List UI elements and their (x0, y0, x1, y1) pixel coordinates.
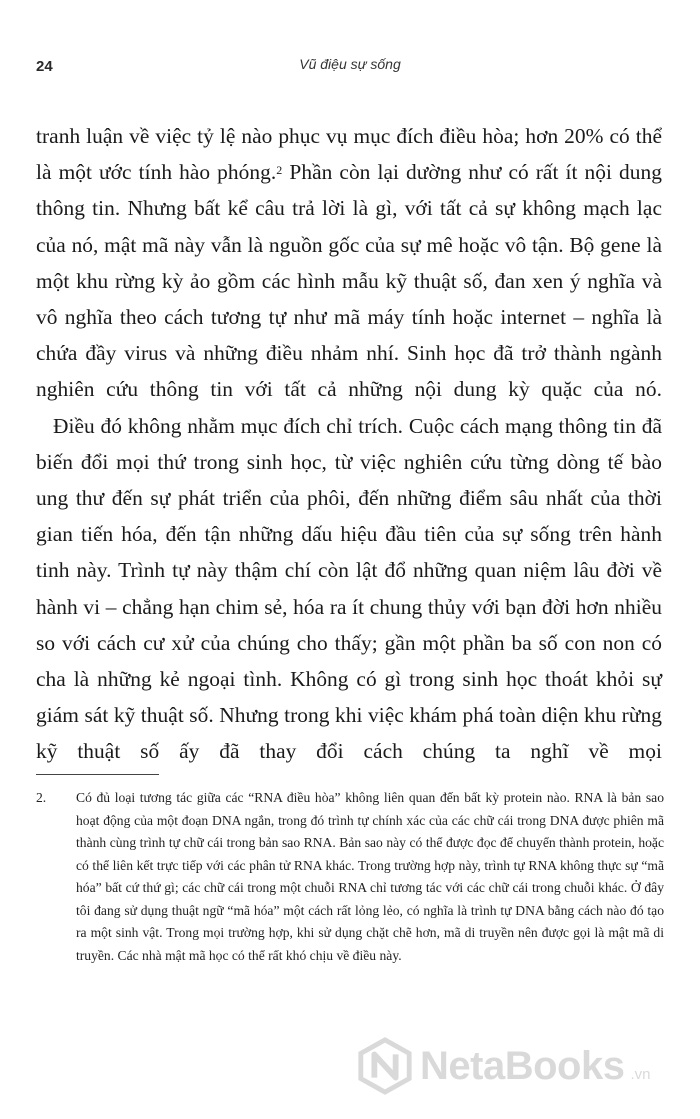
footnote (36, 787, 664, 967)
paragraph-1-text: tranh luận về việc tỷ lệ nào phục vụ mục đích điều hòa; hơn 20% có thể là một ước tính hào phóng. (36, 124, 662, 185)
footnote-number: 2. (36, 790, 47, 805)
watermark-suffix: .vn (630, 1066, 651, 1083)
paragraph-2: Điều đó không nhằm mục đích chỉ trích. Cuộc cách mạng thông tin đã biến đổi mọi thứ trong sinh học, từ việc nghiên cứu từng dòng tế bào ung thư đến sự phát triển của phôi, đến những điểm sâu nhất của thời gian tiến hóa, đến tận những dấu hiệu đầu tiên của sự sống trên hành tinh này. Trình tự này thậm chí còn lật đổ những quan niệm lâu đời về hành vi – chẳng hạn chim sẻ, hóa ra ít chung thủy với bạn đời hơn nhiều so với cách cư xử của chúng cho thấy; gần một phần ba số con non có cha là những kẻ ngoại tình. Không có gì trong sinh học thoát khỏi sự giám sát kỹ thuật số. Nhưng trong khi việc khám phá toàn diện khu rừng kỹ thuật số ấy đã thay đổi cách chúng ta nghĩ về mọi (36, 413, 662, 764)
paragraph-1-text-cont: Phần còn lại dường như có rất ít nội dung thông tin. Nhưng bất kể câu trả lời là gì, với tất cả sự không mạch lạc của nó, mật mã này vẫn là nguồn gốc của sự mê hoặc vô tận. Bộ gene là một khu rừng kỳ ảo gồm các hình mẫu kỹ thuật số, đan xen ý nghĩa và vô nghĩa theo cách tương tự như mã máy tính hoặc internet – nghĩa là chứa đầy virus và những điều nhảm nhí. Sinh học đã trở thành ngành nghiên cứu thông tin với tất cả những nội dung kỳ quặc của nó. (36, 160, 662, 402)
footnote-rule (36, 774, 159, 775)
running-header: Vũ điệu sự sống (299, 56, 401, 72)
watermark-text: NetaBooks (420, 1043, 625, 1088)
page-number: 24 (36, 58, 53, 75)
watermark (356, 1037, 650, 1095)
footnote-text: Có đủ loại tương tác giữa các “RNA điều hòa” không liên quan đến bất kỳ protein nào. RNA là bản sao hoạt động của một đoạn DNA ngắn, trong đó trình tự chính xác của các chữ cái trong DNA được phiên mã thành cùng trình tự chữ cái trong bản sao RNA. Bản sao này có thể được đọc để chuyển thành protein, hoặc có thể liên kết trực tiếp với các phân tử RNA khác. Trong trường hợp này, trình tự RNA không thực sự “mã hóa” bất cứ thứ gì; các chữ cái trong một chuỗi RNA chỉ tương tác với các chữ cái trong chuỗi khác. Ở đây tôi đang sử dụng thuật ngữ “mã hóa” một cách rất lỏng lẻo, có nghĩa là trình tự DNA bằng cách nào đó tạo ra một sinh vật. Trong mọi trường hợp, khi sử dụng chặt chẽ hơn, mã di truyền nên được gọi là mật mã di truyền. Các nhà mật mã học có thể rất khó chịu về điều này. (76, 790, 664, 963)
paragraph-1 (36, 118, 662, 408)
body-text (36, 118, 662, 770)
footnote-reference[interactable]: 2 (276, 163, 283, 178)
netabooks-logo-icon (356, 1037, 414, 1095)
